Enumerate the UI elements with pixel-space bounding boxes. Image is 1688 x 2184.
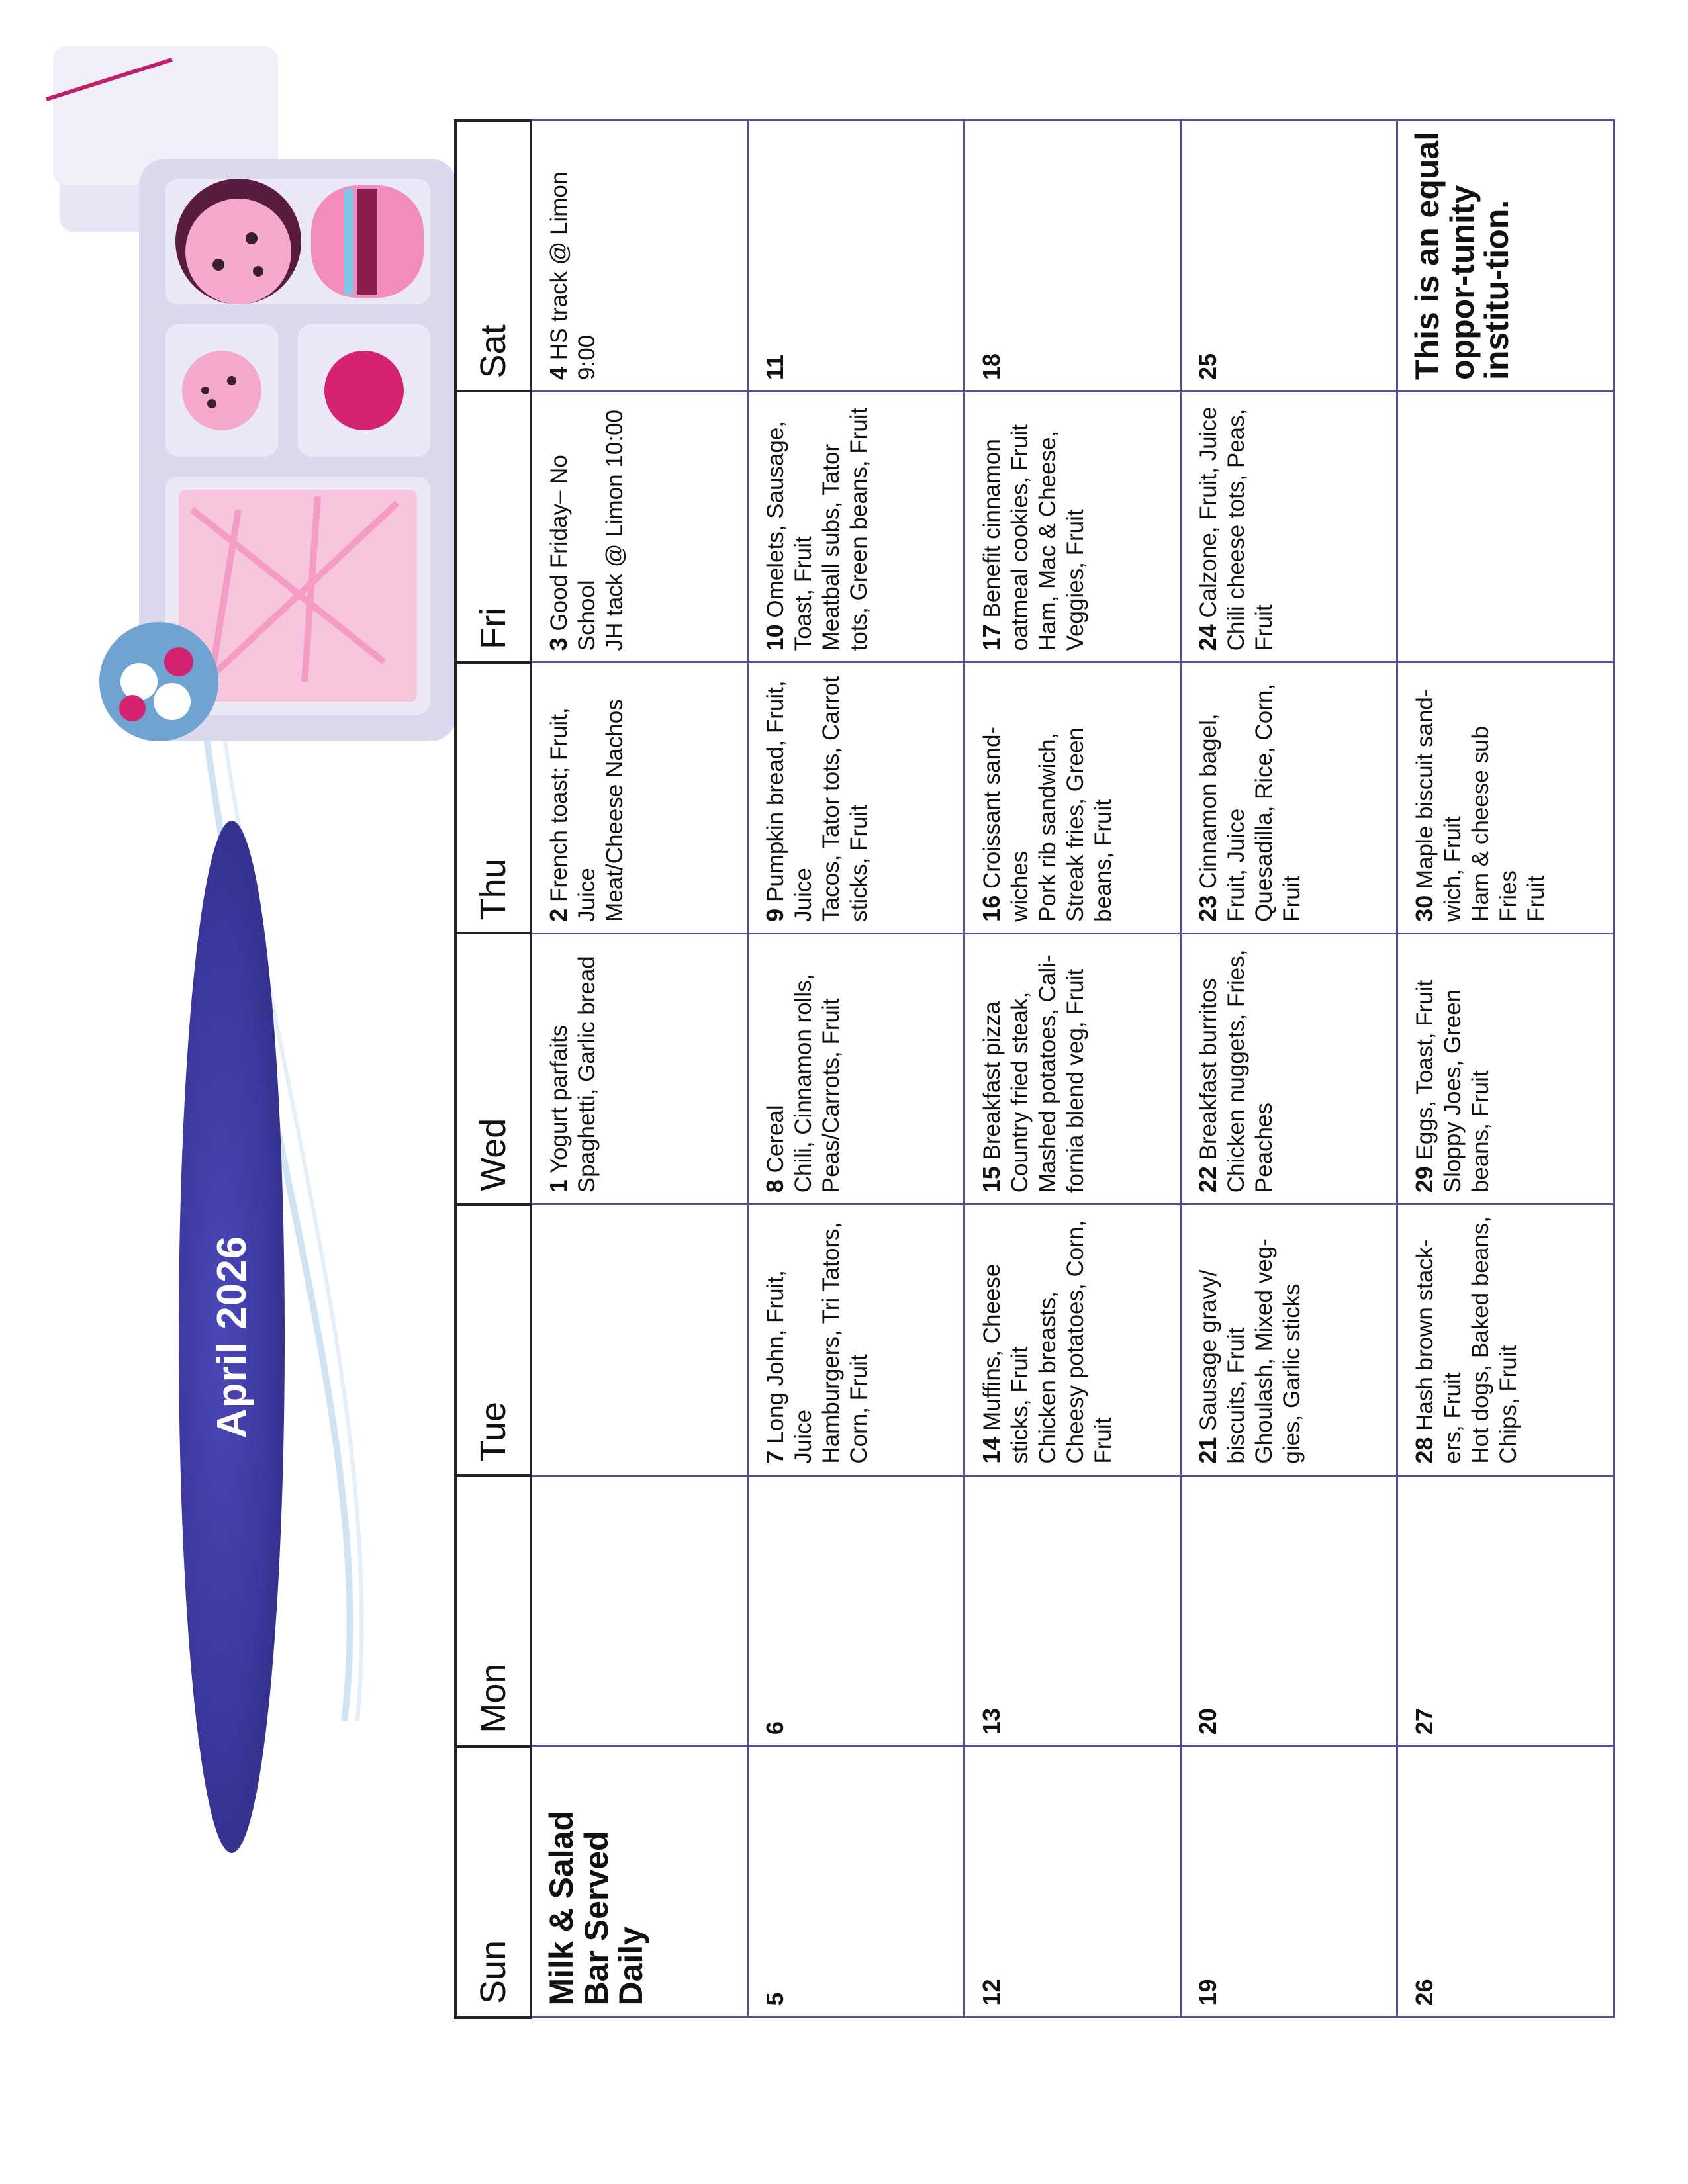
day-number: 22	[1194, 1166, 1221, 1193]
calendar-table	[454, 119, 1615, 2019]
lunch-tray-illustration	[40, 33, 477, 761]
day-cell	[964, 120, 1181, 391]
day-number: 30	[1411, 895, 1438, 922]
day-number: 12	[978, 1979, 1005, 2006]
day-cell	[531, 391, 748, 662]
day-number: 17	[978, 624, 1005, 651]
day-number: 19	[1194, 1979, 1221, 2006]
menu-line: Chicken nuggets, Fries, Peaches	[1223, 949, 1277, 1193]
menu-line: Chili cheese tots, Peas, Fruit	[1223, 408, 1277, 651]
day-number: 20	[1194, 1708, 1221, 1735]
day-cell	[1397, 1475, 1614, 1746]
menu-line: Hash brown stack-ers, Fruit	[1412, 1239, 1466, 1464]
day-cell	[748, 391, 964, 662]
day-cell	[964, 662, 1181, 933]
day-number: 18	[978, 353, 1005, 380]
day-header: Tue	[455, 1205, 531, 1475]
week-row	[531, 120, 748, 2017]
day-number: 23	[1194, 895, 1221, 922]
day-header-row	[455, 120, 531, 2017]
menu-line: HS track @ Limon 9:00	[546, 171, 600, 380]
day-cell	[748, 933, 964, 1204]
day-header: Thu	[455, 662, 531, 933]
menu-line: Spaghetti, Garlic bread	[574, 956, 600, 1193]
menu-line: Muffins, Cheese sticks, Fruit	[979, 1263, 1033, 1464]
week-row	[1397, 120, 1614, 2017]
day-cell	[531, 1205, 748, 1475]
day-number: 29	[1411, 1166, 1438, 1193]
menu-line: Cereal	[763, 1105, 788, 1173]
menu-line: Eggs, Toast, Fruit	[1412, 979, 1438, 1160]
day-cell	[531, 662, 748, 933]
day-header: Fri	[455, 391, 531, 662]
day-header: Mon	[455, 1475, 531, 1746]
menu-line: Breakfast burritos	[1196, 978, 1221, 1160]
menu-line: Meat/Cheese Nachos	[602, 699, 628, 922]
menu-line: Maple biscuit sand-wich, Fruit	[1412, 689, 1466, 922]
day-number: 4	[545, 366, 572, 380]
day-cell	[1181, 1475, 1397, 1746]
day-cell	[748, 1747, 964, 2017]
menu-line: Good Friday– No School	[546, 455, 600, 651]
menu-line: Quesadilla, Rice, Corn, Fruit	[1251, 683, 1305, 922]
day-cell	[748, 1205, 964, 1475]
day-number: 24	[1194, 624, 1221, 651]
menu-line: Tacos, Tator tots, Carrot sticks, Fruit	[818, 676, 872, 922]
day-cell	[1181, 1747, 1397, 2017]
day-number: 6	[761, 1721, 788, 1735]
day-number: 5	[761, 1992, 788, 2006]
day-cell	[1397, 662, 1614, 933]
menu-line: Croissant sand-wiches	[979, 726, 1033, 922]
day-cell	[748, 1475, 964, 1746]
menu-line: Sausage gravy/ biscuits, Fruit	[1196, 1269, 1249, 1464]
day-cell	[1181, 662, 1397, 933]
day-cell	[1397, 391, 1614, 662]
day-cell	[1397, 1205, 1614, 1475]
day-cell	[964, 933, 1181, 1204]
menu-line: Cinnamon bagel, Fruit, Juice	[1196, 713, 1249, 922]
day-cell	[531, 1747, 748, 2017]
day-cell	[964, 1475, 1181, 1746]
day-cell	[964, 1205, 1181, 1475]
day-cell	[748, 662, 964, 933]
day-header: Wed	[455, 933, 531, 1204]
day-number: 16	[978, 895, 1005, 922]
menu-line: Fries	[1495, 870, 1521, 922]
menu-line: Country fried steak, Mashed potatoes, Cali-fornia blend veg, Fruit	[1007, 954, 1088, 1193]
day-number: 14	[978, 1437, 1005, 1464]
menu-line: Long John, Fruit, Juice	[763, 1270, 816, 1464]
day-cell	[531, 120, 748, 391]
day-number: 1	[545, 1179, 572, 1193]
day-cell	[531, 933, 748, 1204]
day-number: 26	[1411, 1979, 1438, 2006]
day-number: 2	[545, 908, 572, 922]
menu-line: JH tack @ Limon 10:00	[602, 410, 628, 651]
day-cell	[964, 1747, 1181, 2017]
menu-line: Benefit cinnamon oatmeal cookies, Fruit	[979, 424, 1033, 651]
menu-line: Calzone, Fruit, Juice	[1196, 406, 1221, 618]
day-number: 27	[1411, 1708, 1438, 1735]
day-cell	[1397, 120, 1614, 391]
menu-line: Ham, Mac & Cheese, Veggies, Fruit	[1035, 430, 1088, 651]
menu-line: Chili, Cinnamon rolls, Peas/Carrots, Fruit	[790, 974, 844, 1193]
menu-line: Sloppy Joes, Green beans, Fruit	[1440, 989, 1493, 1193]
menu-line: Chicken breasts, Cheesy potatoes, Corn, Fruit	[1035, 1220, 1116, 1464]
menu-line: Pork rib sandwich, Streak fries, Green beans, Fruit	[1035, 727, 1116, 922]
day-header: Sun	[455, 1747, 531, 2017]
week-row	[748, 120, 964, 2017]
week-row	[964, 120, 1181, 2017]
day-number: 21	[1194, 1437, 1221, 1464]
salad-bar-note: Milk & Salad Bar Served Daily	[543, 1810, 649, 2006]
day-number: 8	[761, 1179, 788, 1193]
day-cell	[1181, 391, 1397, 662]
day-number: 9	[761, 908, 788, 922]
day-number: 15	[978, 1166, 1005, 1193]
day-number: 11	[761, 354, 788, 380]
menu-line: Hamburgers, Tri Tators, Corn, Fruit	[818, 1222, 872, 1464]
menu-line: French toast; Fruit, Juice	[546, 707, 600, 922]
menu-line: Ham & cheese sub	[1468, 726, 1493, 922]
menu-line: Ghoulash, Mixed veg-gies, Garlic sticks	[1251, 1238, 1305, 1464]
menu-line: Yogurt parfaits	[546, 1024, 572, 1174]
day-header: Sat	[455, 120, 531, 391]
calendar-title: April 2026	[209, 1235, 255, 1439]
menu-line: Hot dogs, Baked beans, Chips, Fruit	[1468, 1216, 1521, 1464]
week-row	[1181, 120, 1397, 2017]
day-number: 25	[1194, 353, 1221, 380]
day-cell	[531, 1475, 748, 1746]
menu-line: Pumpkin bread, Fruit, Juice	[763, 680, 816, 922]
day-cell	[1397, 1747, 1614, 2017]
day-cell	[964, 391, 1181, 662]
equal-opportunity-note: This is an equal oppor-tunity institu-tion.	[1409, 131, 1515, 380]
title-banner	[179, 821, 285, 1853]
day-cell	[1181, 120, 1397, 391]
menu-line: Omelets, Sausage, Toast, Fruit	[763, 420, 816, 651]
day-number: 13	[978, 1708, 1005, 1735]
day-cell	[1181, 933, 1397, 1204]
day-number: 7	[761, 1450, 788, 1464]
day-cell	[748, 120, 964, 391]
day-cell	[1397, 933, 1614, 1204]
menu-line: Meatball subs, Tator tots, Green beans, Fruit	[818, 407, 872, 651]
day-number: 10	[761, 624, 788, 651]
day-cell	[1181, 1205, 1397, 1475]
day-number: 28	[1411, 1437, 1438, 1464]
menu-line: Fruit	[1523, 875, 1549, 922]
menu-line: Breakfast pizza	[979, 1001, 1005, 1160]
day-number: 3	[545, 637, 572, 651]
